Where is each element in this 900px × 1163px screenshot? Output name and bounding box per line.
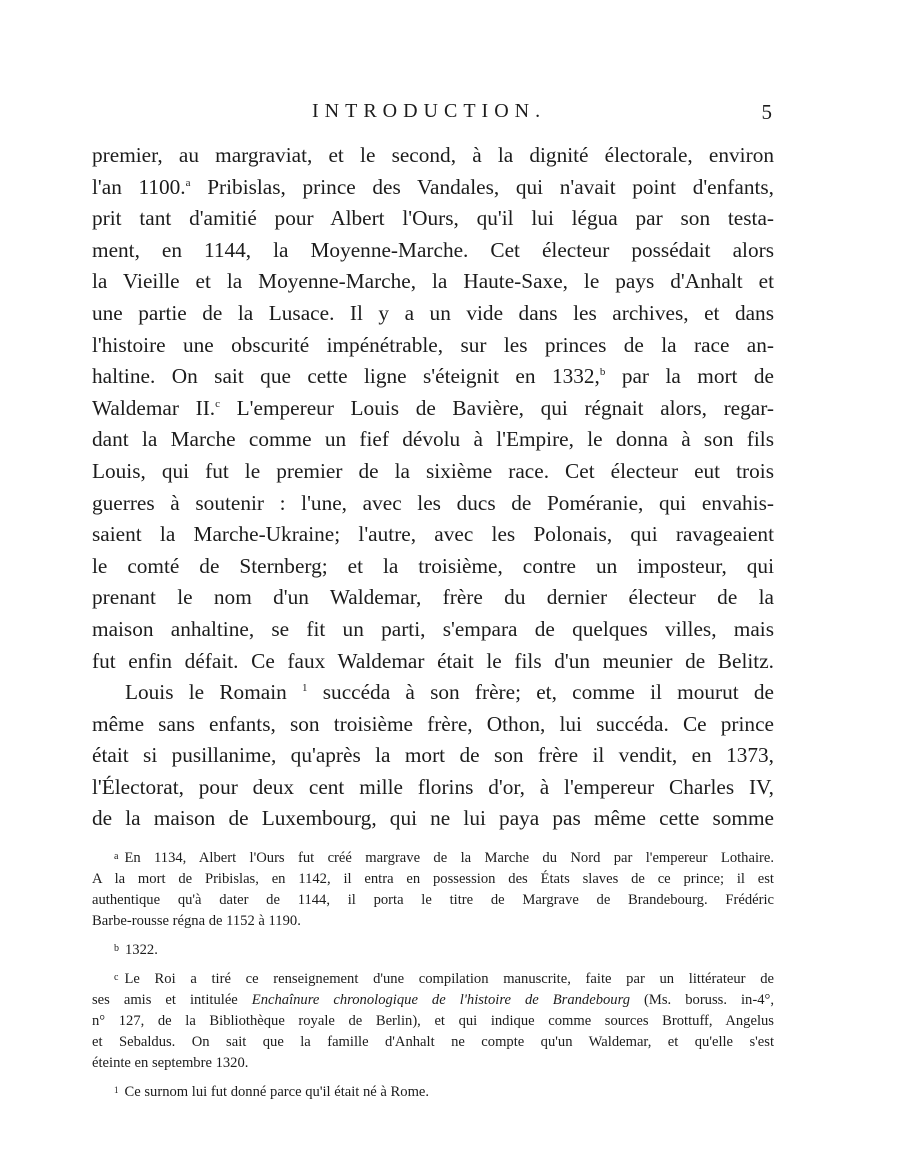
work-title: Enchaînure chronologique de l'histoire de Brandebourg: [251, 992, 631, 1008]
footnote-line: $^1$ Ce surnom lui fut donné parce qu'il était né à Rome.: [114, 1084, 430, 1100]
running-title: INTRODUCTION.: [312, 100, 547, 122]
text-line: ment, en 1144, la Moyenne-Marche. Cet électeur possédait alors: [92, 237, 774, 262]
text-line: était si pusillanime, qu'après la mort de son frère il vendit, en 1373,: [92, 743, 774, 768]
footnote-line: ses amis et intitulée Enchaînure chronologique de l'histoire de Brandebourg (Ms. boruss. in-4°,: [92, 992, 774, 1008]
footnote-1: [92, 1080, 774, 1103]
footnote-mark: b: [114, 943, 119, 954]
text-line: Louis, qui fut le premier de la sixième race. Cet électeur eut trois: [92, 458, 774, 483]
footnote-line: et Sebaldus. On sait que la famille d'Anhalt ne compte qu'un Waldemar, et qu'elle s'est: [92, 1034, 774, 1050]
text-line: Louis le Romain $^1$ succéda à son frère; et, comme il mourut de: [125, 680, 774, 705]
text-line: la Vieille et la Moyenne-Marche, la Haute-Saxe, le pays d'Anhalt et: [92, 269, 774, 294]
footnote-mark: a: [114, 851, 119, 862]
text-line: fut enfin défait. Ce faux Waldemar était le fils d'un meunier de Belitz.: [92, 648, 774, 673]
footnote-ref-b[interactable]: b: [599, 366, 606, 379]
footnote-b: [92, 938, 774, 961]
footnote-mark: c: [114, 972, 119, 983]
footnote-line: $^c$ Le Roi a tiré ce renseignement d'une compilation manuscrite, faite par un littérateur de: [114, 971, 774, 987]
text-line: l'histoire une obscurité impénétrable, sur les princes de la race an-: [92, 332, 774, 357]
text-line: dant la Marche comme un fief dévolu à l'Empire, le donna à son fils: [92, 427, 774, 452]
text-line: une partie de la Lusace. Il y a un vide dans les archives, et dans: [92, 300, 774, 325]
footnote-c: [92, 967, 774, 1074]
footnote-ref-c[interactable]: c: [215, 397, 221, 410]
text-line: guerres à soutenir : l'une, avec les ducs de Poméranie, qui envahis-: [92, 490, 774, 515]
footnote-a: [92, 846, 774, 932]
footnotes: [92, 846, 774, 1109]
footnote-line: éteinte en septembre 1320.: [92, 1055, 249, 1071]
footnote-line: A la mort de Pribislas, en 1142, il entra en possession des États slaves de ce prince; il est: [92, 871, 774, 887]
paragraph: [92, 140, 774, 677]
text-line: même sans enfants, son troisième frère, Othon, lui succéda. Ce prince: [92, 711, 774, 736]
text-line: prenant le nom d'un Waldemar, frère du dernier électeur de la: [92, 585, 774, 610]
footnote-mark: 1: [114, 1085, 119, 1095]
text-line: premier, au margraviat, et le second, à la dignité électorale, environ: [92, 143, 774, 167]
text-line: l'Électorat, pour deux cent mille florins d'or, à l'empereur Charles IV,: [92, 774, 774, 799]
footnote-line: $^b$ 1322.: [114, 942, 158, 958]
text-line: Waldemar II.$^c$ L'empereur Louis de Bavière, qui régnait alors, regar-: [92, 395, 774, 420]
text-line: de la maison de Luxembourg, qui ne lui paya pas même cette somme: [92, 806, 774, 831]
text-line: l'an 1100.$^a$ Pribislas, prince des Vandales, qui n'avait point d'enfants,: [92, 174, 774, 199]
text-line: maison anhaltine, se fit un parti, s'empara de quelques villes, mais: [92, 616, 774, 641]
footnote-ref-a[interactable]: a: [185, 176, 191, 189]
text-line: le comté de Sternberg; et la troisième, contre un imposteur, qui: [92, 553, 774, 578]
main-text: [92, 140, 774, 835]
footnote-line: $^a$ En 1134, Albert l'Ours fut créé margrave de la Marche du Nord par l'empereur Lothaire.: [114, 850, 774, 866]
page-number: 5: [761, 100, 772, 124]
text-line: saient la Marche-Ukraine; l'autre, avec les Polonais, qui ravageaient: [92, 522, 774, 547]
footnote-line: n° 127, de la Bibliothèque royale de Berlin), et qui indique comme sources Brottuff, Angelus: [92, 1013, 774, 1029]
text-line: prit tant d'amitié pour Albert l'Ours, qu'il lui légua par son testa-: [92, 206, 774, 231]
footnote-line: Barbe-rousse régna de 1152 à 1190.: [92, 913, 301, 929]
text-line: haltine. On sait que cette ligne s'éteignit en 1332,$^b$ par la mort de: [92, 364, 775, 389]
footnote-line: authentique qu'à dater de 1144, il porta le titre de Margrave de Brandebourg. Frédéric: [92, 892, 774, 908]
paragraph: [92, 677, 774, 835]
footnote-ref-1[interactable]: 1: [302, 682, 308, 695]
